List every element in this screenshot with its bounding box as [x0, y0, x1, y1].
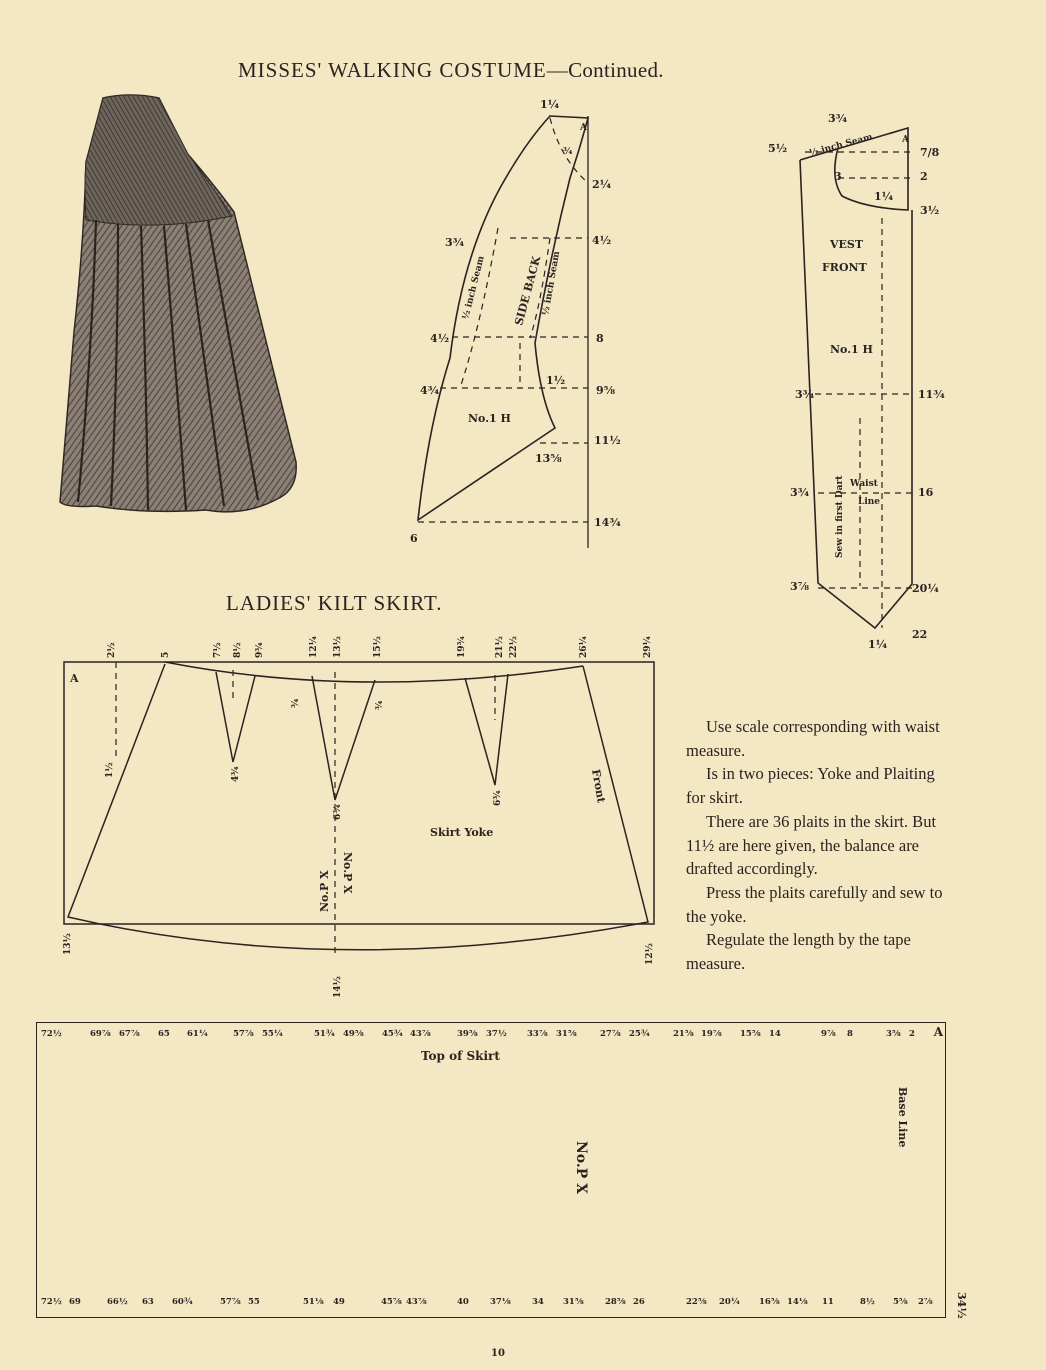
bottom-scale-value-12: 37⅛: [490, 1297, 511, 1307]
bottom-scale-value-19: 16⅝: [759, 1297, 780, 1307]
top-scale-value-0: 72½: [41, 1029, 62, 1039]
bottom-scale-value-23: 5⅝: [893, 1297, 908, 1307]
vf-label-0: 3¾: [828, 112, 848, 125]
top-scale-value-13: 33⅞: [527, 1029, 548, 1039]
top-scale-value-15: 27⅞: [600, 1029, 621, 1039]
vf-label-1: 5½: [768, 142, 788, 155]
yoke-label-1: ¾: [375, 700, 385, 710]
top-scale-value-3: 65: [158, 1029, 170, 1039]
sb-label-6: 8: [596, 332, 604, 345]
plaiting-pattern-number: No.P X: [573, 1141, 589, 1195]
top-scale-value-5: 57⅞: [233, 1029, 254, 1039]
vf-label-9: 3¾: [790, 486, 810, 499]
yoke-label-5: 6¾: [493, 790, 503, 806]
vf-label-10: 16: [918, 486, 934, 499]
bottom-scale-value-18: 20¼: [719, 1297, 740, 1307]
instruction-5: Regulate the length by the tape measure.: [686, 930, 911, 974]
top-scale-value-23: 3⅝: [886, 1029, 901, 1039]
sb-label-1: ¾: [563, 147, 573, 157]
yoke-top-1: 5: [161, 651, 171, 658]
instruction-4: Press the plaits carefully and sew to the yoke.: [686, 882, 943, 926]
bottom-scale-value-17: 22⅝: [686, 1297, 707, 1307]
yoke-top-12: 29¼: [643, 636, 653, 658]
plaiting-corner: A: [933, 1025, 943, 1039]
title-continued: —Continued.: [546, 58, 664, 82]
sb-title: SIDE BACK: [512, 254, 544, 327]
vf-label-2: 7/8: [920, 146, 940, 159]
sb-corner: A: [580, 123, 587, 133]
vf-seam-label: ½ inch Seam: [808, 132, 874, 159]
instructions: [686, 715, 956, 976]
bottom-scale-value-7: 51⅛: [303, 1297, 324, 1307]
yoke-top-8: 19¾: [457, 636, 467, 658]
vf-label-7: 3¾: [795, 388, 815, 401]
sb-label-5: 4½: [430, 332, 450, 345]
top-scale-value-17: 21⅝: [673, 1029, 694, 1039]
bottom-scale-value-5: 57⅞: [220, 1297, 241, 1307]
instruction-2: Is in two pieces: Yoke and Plaiting for skirt.: [686, 764, 935, 808]
bottom-scale-value-2: 66½: [107, 1297, 128, 1307]
sb-label-13: 6: [410, 532, 418, 545]
vf-label-4: 2: [920, 170, 928, 183]
bottom-scale-value-9: 45⅞: [381, 1297, 402, 1307]
sb-guide-left: ½ inch Seam: [461, 255, 487, 321]
vf-title-1: VEST: [830, 238, 864, 251]
bottom-scale-value-13: 34: [532, 1297, 544, 1307]
skirt-illustration: [56, 92, 306, 522]
yoke-top-5: 12¼: [309, 636, 319, 658]
vf-label-11: 3⅞: [790, 580, 810, 593]
sb-label-12: 14¾: [594, 516, 621, 529]
yoke-front-label: Front: [589, 768, 608, 804]
bottom-scale-value-14: 31⅝: [563, 1297, 584, 1307]
title-main: MISSES' WALKING COSTUME: [238, 58, 547, 82]
bottom-scale-value-21: 11: [822, 1297, 834, 1307]
instruction-1: Use scale corresponding with waist measure.: [686, 717, 940, 760]
top-scale-value-4: 61¼: [187, 1029, 208, 1039]
vf-label-12: 20¼: [912, 582, 939, 595]
yoke-label-3: 4¾: [231, 766, 241, 782]
bottom-scale-value-11: 40: [457, 1297, 469, 1307]
bottom-scale-value-3: 63: [142, 1297, 154, 1307]
yoke-pattern-1: No.P X: [318, 870, 331, 912]
base-line-label: Base Line: [896, 1087, 909, 1148]
top-scale-value-24: 2: [909, 1029, 915, 1039]
sb-label-10: 11½: [594, 434, 621, 447]
top-scale-value-22: 8: [847, 1029, 853, 1039]
top-scale-row: [41, 1029, 921, 1043]
vf-waist-1: Waist: [850, 479, 878, 489]
top-scale-value-7: 51¾: [314, 1029, 335, 1039]
top-scale-value-11: 39⅝: [457, 1029, 478, 1039]
sb-label-8: 1½: [546, 374, 566, 387]
page-title: [238, 58, 664, 83]
side-back-diagram: [400, 88, 640, 558]
yoke-label-8: 12½: [645, 943, 655, 965]
top-scale-value-19: 15⅝: [740, 1029, 761, 1039]
sb-label-2: 2¼: [592, 178, 612, 191]
instruction-3: There are 36 plaits in the skirt. But 11½ are here given, the balance are drafted accordingly.: [686, 811, 937, 879]
vf-label-14: 22: [912, 628, 928, 641]
yoke-top-2: 7½: [213, 642, 223, 658]
bottom-scale-row: [41, 1297, 933, 1311]
bottom-scale-value-0: 72½: [41, 1297, 62, 1307]
page-number: 10: [491, 1348, 505, 1359]
yoke-top-3: 8½: [233, 642, 243, 658]
yoke-label-4: 6¾: [333, 804, 343, 820]
bottom-scale-value-1: 69: [69, 1297, 81, 1307]
top-scale-value-14: 31⅝: [556, 1029, 577, 1039]
yoke-top-10: 22½: [509, 636, 519, 658]
bottom-scale-value-15: 28⅝: [605, 1297, 626, 1307]
skirt-yoke-diagram: [40, 620, 680, 1005]
yoke-top-6: 13½: [333, 636, 343, 658]
sb-label-11: 13⅝: [535, 452, 562, 465]
yoke-label-6: 13½: [63, 933, 73, 955]
vf-label-13: 1¼: [868, 638, 888, 651]
bottom-scale-value-22: 8½: [860, 1297, 875, 1307]
top-scale-value-16: 25¾: [629, 1029, 650, 1039]
bottom-scale-value-20: 14⅛: [787, 1297, 808, 1307]
bottom-scale-value-16: 26: [633, 1297, 645, 1307]
vf-corner: A: [902, 135, 909, 145]
bottom-scale-value-8: 49: [333, 1297, 345, 1307]
vf-label-3: 3: [834, 170, 842, 183]
kilt-skirt-title: LADIES' KILT SKIRT.: [226, 591, 443, 615]
bottom-scale-value-4: 60¾: [172, 1297, 193, 1307]
yoke-frame: [64, 662, 654, 924]
sb-label-0: 1¼: [540, 98, 560, 111]
top-scale-value-12: 37½: [486, 1029, 507, 1039]
yoke-label-2: 1½: [105, 762, 115, 778]
sb-label-4: 4½: [592, 234, 612, 247]
sb-label-3: 3¾: [445, 236, 465, 249]
plaiting-right-label: 34½: [955, 1292, 968, 1319]
yoke-title: Skirt Yoke: [430, 826, 494, 839]
yoke-top-11: 26¼: [579, 636, 589, 658]
sb-label-9: 9⅝: [596, 384, 616, 397]
plaiting-pattern: [36, 1022, 946, 1318]
bottom-scale-value-6: 55: [248, 1297, 260, 1307]
vf-label-5: 1¼: [874, 190, 894, 203]
vf-title-2: FRONT: [822, 261, 867, 274]
top-scale-value-21: 9⅞: [821, 1029, 836, 1039]
top-scale-value-9: 45¾: [382, 1029, 403, 1039]
vf-label-8: 11¾: [918, 388, 945, 401]
vest-front-diagram: [760, 108, 960, 668]
top-scale-value-1: 69⅞: [90, 1029, 111, 1039]
top-scale-value-6: 55¼: [262, 1029, 283, 1039]
yoke-top-7: 15½: [373, 636, 383, 658]
vf-label-6: 3½: [920, 204, 940, 217]
bottom-scale-value-10: 43⅞: [406, 1297, 427, 1307]
vf-pattern-number: No.1 H: [830, 343, 873, 356]
yoke-pattern-2: No.P X: [341, 852, 354, 894]
yoke-top-4: 9¾: [255, 642, 265, 658]
yoke-label-7: 14½: [333, 976, 343, 998]
top-scale-value-2: 67⅞: [119, 1029, 140, 1039]
yoke-label-0: ¾: [291, 698, 301, 708]
sb-pattern-number: No.1 H: [468, 412, 511, 425]
top-scale-value-8: 49⅝: [343, 1029, 364, 1039]
yoke-corner: A: [70, 672, 79, 685]
sb-guide-right: ½ inch Seam: [541, 250, 563, 317]
bottom-scale-value-24: 2⅞: [918, 1297, 933, 1307]
yoke-top-9: 21½: [495, 636, 505, 658]
top-of-skirt-caption: Top of Skirt: [421, 1049, 500, 1063]
vf-waist-2: Line: [858, 497, 881, 507]
top-scale-value-20: 14: [769, 1029, 781, 1039]
vf-dart-label: Sew in first Dart: [835, 475, 845, 558]
top-scale-value-18: 19⅞: [701, 1029, 722, 1039]
sb-label-7: 4¾: [420, 384, 440, 397]
top-scale-value-10: 43⅞: [410, 1029, 431, 1039]
yoke-top-0: 2½: [107, 642, 117, 658]
